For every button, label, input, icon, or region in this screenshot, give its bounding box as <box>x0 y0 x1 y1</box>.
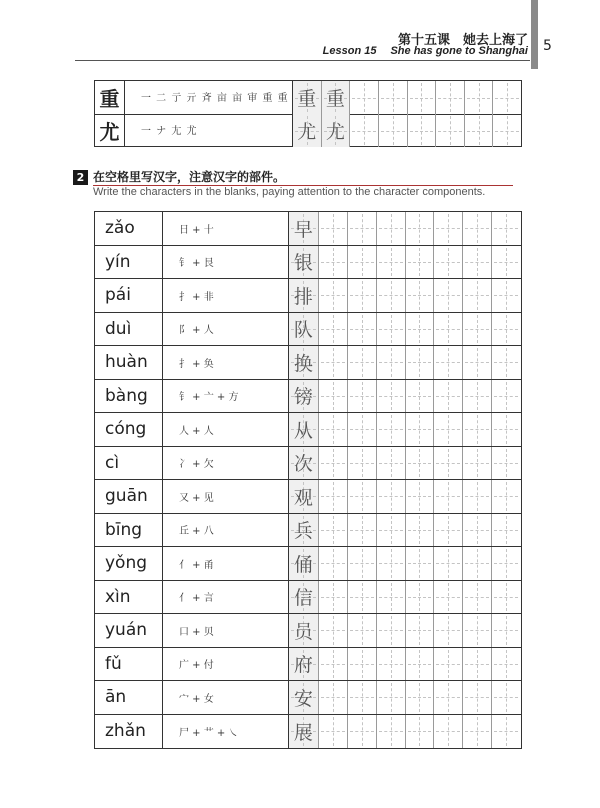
trace-character: 员 <box>293 620 313 643</box>
practice-grid <box>288 380 521 413</box>
writing-cell[interactable] <box>318 514 347 547</box>
trace-character: 镑 <box>293 386 313 409</box>
writing-cell[interactable] <box>462 681 491 714</box>
practice-grid <box>288 648 521 681</box>
exercise-row <box>95 681 521 715</box>
writing-cell[interactable] <box>378 114 407 147</box>
lesson-title-en <box>323 45 528 57</box>
writing-cell[interactable] <box>318 447 347 480</box>
writing-cell[interactable] <box>464 114 493 147</box>
writing-cell[interactable] <box>376 313 405 346</box>
trace-cell <box>292 114 321 147</box>
writing-cell[interactable] <box>405 346 434 379</box>
exercise-row <box>95 413 521 447</box>
writing-cell[interactable] <box>407 81 436 114</box>
writing-cell[interactable] <box>433 380 462 413</box>
practice-grid <box>288 447 521 480</box>
writing-cell[interactable] <box>347 246 376 279</box>
pinyin-label: yǒng <box>95 547 163 580</box>
writing-cell[interactable] <box>376 514 405 547</box>
writing-cell[interactable] <box>491 246 520 279</box>
component-formula: 人 + 人 <box>179 425 214 437</box>
writing-cell[interactable] <box>405 581 434 614</box>
writing-cell[interactable] <box>347 380 376 413</box>
exercise-row <box>95 514 521 548</box>
writing-cell[interactable] <box>405 246 434 279</box>
character-components-table <box>94 211 522 749</box>
practice-grid <box>288 547 521 580</box>
writing-cell[interactable] <box>376 480 405 513</box>
trace-character: 次 <box>293 453 313 476</box>
trace-cell <box>289 614 318 647</box>
writing-cell[interactable] <box>405 279 434 312</box>
practice-grid <box>288 413 521 446</box>
trace-cell <box>289 279 318 312</box>
writing-cell[interactable] <box>491 380 520 413</box>
writing-cell[interactable] <box>405 212 434 245</box>
writing-cell[interactable] <box>407 114 436 147</box>
writing-cell[interactable] <box>433 547 462 580</box>
trace-character: 观 <box>293 486 313 509</box>
writing-cell[interactable] <box>405 648 434 681</box>
writing-cell[interactable] <box>349 114 378 147</box>
practice-grid <box>288 212 521 245</box>
writing-cell[interactable] <box>491 681 520 714</box>
trace-cell <box>289 547 318 580</box>
writing-cell[interactable] <box>405 715 434 749</box>
lesson-title-cn: 第十五课 她去上海了 <box>397 33 528 48</box>
writing-cell[interactable] <box>491 581 520 614</box>
trace-cell <box>289 380 318 413</box>
pinyin-label: yuán <box>95 614 163 647</box>
writing-cell[interactable] <box>462 346 491 379</box>
trace-character: 兵 <box>293 520 313 543</box>
writing-cell[interactable] <box>376 246 405 279</box>
writing-cell[interactable] <box>491 715 520 749</box>
section-instruction-en: Write the characters in the blanks, paying attention to the character components. <box>93 186 486 198</box>
exercise-row <box>95 614 521 648</box>
practice-grid <box>288 313 521 346</box>
writing-cell[interactable] <box>462 514 491 547</box>
practice-grid <box>288 246 521 279</box>
stroke-sequence: 一 ナ 尢 尤 <box>141 126 198 137</box>
writing-cell[interactable] <box>347 581 376 614</box>
writing-cell[interactable] <box>492 114 521 147</box>
pinyin-label: fǔ <box>95 648 163 681</box>
writing-cell[interactable] <box>376 681 405 714</box>
pinyin-label: cóng <box>95 413 163 446</box>
component-formula: 日 + 十 <box>179 224 214 236</box>
exercise-row <box>95 380 521 414</box>
exercise-row <box>95 212 521 246</box>
trace-character: 银 <box>293 252 313 275</box>
writing-cell[interactable] <box>433 313 462 346</box>
writing-cell[interactable] <box>491 648 520 681</box>
writing-cell[interactable] <box>491 614 520 647</box>
writing-cell[interactable] <box>405 447 434 480</box>
trace-cell <box>289 313 318 346</box>
writing-cell[interactable] <box>376 346 405 379</box>
pinyin-label: duì <box>95 313 163 346</box>
writing-cell[interactable] <box>462 480 491 513</box>
writing-cell[interactable] <box>433 279 462 312</box>
writing-cell[interactable] <box>491 313 520 346</box>
practice-grid <box>288 614 521 647</box>
writing-cell[interactable] <box>318 715 347 749</box>
writing-cell[interactable] <box>405 614 434 647</box>
writing-cell[interactable] <box>435 114 464 147</box>
exercise-row <box>95 279 521 313</box>
practice-grid <box>288 581 521 614</box>
pinyin-label: huàn <box>95 346 163 379</box>
writing-cell[interactable] <box>462 614 491 647</box>
page-header <box>0 0 600 80</box>
component-formula: 钅 + 亠 + 方 <box>179 392 239 404</box>
writing-cell[interactable] <box>462 648 491 681</box>
pinyin-label: guān <box>95 480 163 513</box>
writing-cell[interactable] <box>347 614 376 647</box>
stroke-row <box>95 81 521 115</box>
writing-cell[interactable] <box>376 413 405 446</box>
writing-cell[interactable] <box>318 614 347 647</box>
writing-cell[interactable] <box>435 81 464 114</box>
header-rule <box>75 60 530 61</box>
trace-cell <box>289 648 318 681</box>
writing-cell[interactable] <box>347 447 376 480</box>
writing-cell[interactable] <box>376 547 405 580</box>
writing-cell[interactable] <box>491 279 520 312</box>
writing-cell[interactable] <box>378 81 407 114</box>
component-formula: 亻 + 甬 <box>179 559 214 571</box>
writing-cell[interactable] <box>347 648 376 681</box>
writing-cell[interactable] <box>318 413 347 446</box>
writing-cell[interactable] <box>318 246 347 279</box>
writing-cell[interactable] <box>462 413 491 446</box>
trace-cell <box>289 413 318 446</box>
trace-cell <box>289 480 318 513</box>
writing-cell[interactable] <box>376 715 405 749</box>
writing-cell[interactable] <box>491 547 520 580</box>
writing-cell[interactable] <box>405 681 434 714</box>
trace-character: 尤 <box>325 121 345 143</box>
writing-cell[interactable] <box>347 514 376 547</box>
writing-cell[interactable] <box>462 447 491 480</box>
stroke-row-character: 重 <box>95 81 125 114</box>
trace-cell <box>289 447 318 480</box>
stroke-sequence: 一 二 亍 亓 斉 亩 亩 审 重 重 <box>141 93 289 104</box>
writing-cell[interactable] <box>433 413 462 446</box>
writing-cell[interactable] <box>376 212 405 245</box>
trace-character: 府 <box>293 654 313 677</box>
trace-character: 俑 <box>293 553 313 576</box>
writing-cell[interactable] <box>462 279 491 312</box>
writing-cell[interactable] <box>318 313 347 346</box>
writing-cell[interactable] <box>462 313 491 346</box>
writing-cell[interactable] <box>491 514 520 547</box>
writing-cell[interactable] <box>347 212 376 245</box>
pinyin-label: ān <box>95 681 163 714</box>
writing-cell[interactable] <box>347 413 376 446</box>
component-formula: 阝 + 人 <box>179 325 214 337</box>
pinyin-label: bīng <box>95 514 163 547</box>
component-formula: 口 + 贝 <box>179 626 214 638</box>
writing-cell[interactable] <box>318 380 347 413</box>
writing-cell[interactable] <box>405 313 434 346</box>
writing-cell[interactable] <box>318 279 347 312</box>
writing-cell[interactable] <box>347 313 376 346</box>
exercise-row <box>95 480 521 514</box>
exercise-row <box>95 346 521 380</box>
writing-cell[interactable] <box>491 413 520 446</box>
component-formula: 扌 + 非 <box>179 291 214 303</box>
writing-cell[interactable] <box>464 81 493 114</box>
page-number: 5 <box>543 38 552 54</box>
exercise-row <box>95 581 521 615</box>
stroke-row-character: 尤 <box>95 114 125 147</box>
writing-cell[interactable] <box>318 547 347 580</box>
writing-cell[interactable] <box>347 480 376 513</box>
component-formula: 钅 + 艮 <box>179 258 214 270</box>
writing-cell[interactable] <box>405 413 434 446</box>
trace-character: 尤 <box>297 121 317 143</box>
writing-cell[interactable] <box>349 81 378 114</box>
writing-cell[interactable] <box>433 715 462 749</box>
trace-cell <box>292 81 321 114</box>
writing-cell[interactable] <box>318 212 347 245</box>
writing-cell[interactable] <box>433 581 462 614</box>
writing-cell[interactable] <box>433 648 462 681</box>
trace-cell <box>289 514 318 547</box>
page-edge-bar <box>531 0 538 69</box>
practice-grid <box>288 346 521 379</box>
trace-character: 重 <box>297 88 317 110</box>
writing-cell[interactable] <box>376 581 405 614</box>
stroke-order-table <box>94 80 522 147</box>
exercise-row <box>95 447 521 481</box>
trace-character: 展 <box>293 721 313 744</box>
lesson-number: Lesson 15 <box>322 45 377 57</box>
writing-cell[interactable] <box>347 715 376 749</box>
writing-cell[interactable] <box>433 514 462 547</box>
writing-cell[interactable] <box>491 447 520 480</box>
writing-cell[interactable] <box>318 648 347 681</box>
writing-cell[interactable] <box>405 514 434 547</box>
practice-grid <box>288 681 521 714</box>
writing-cell[interactable] <box>433 212 462 245</box>
writing-cell[interactable] <box>433 614 462 647</box>
pinyin-label: yín <box>95 246 163 279</box>
stroke-row <box>95 114 521 147</box>
writing-cell[interactable] <box>347 547 376 580</box>
writing-cell[interactable] <box>462 380 491 413</box>
exercise-row <box>95 547 521 581</box>
component-formula: 尸 + 艹 + ㇏ <box>179 727 239 739</box>
writing-cell[interactable] <box>433 346 462 379</box>
trace-character: 安 <box>293 687 313 710</box>
trace-character: 换 <box>293 352 313 375</box>
writing-cell[interactable] <box>347 279 376 312</box>
trace-cell <box>289 581 318 614</box>
writing-cell[interactable] <box>318 346 347 379</box>
writing-cell[interactable] <box>462 212 491 245</box>
writing-cell[interactable] <box>491 480 520 513</box>
exercise-row <box>95 313 521 347</box>
writing-cell[interactable] <box>462 246 491 279</box>
writing-cell[interactable] <box>433 246 462 279</box>
writing-cell[interactable] <box>433 681 462 714</box>
practice-grid <box>288 279 521 312</box>
writing-cell[interactable] <box>376 447 405 480</box>
writing-cell[interactable] <box>376 380 405 413</box>
writing-cell[interactable] <box>318 480 347 513</box>
pinyin-label: pái <box>95 279 163 312</box>
trace-character: 排 <box>293 285 313 308</box>
component-formula: 又 + 见 <box>179 492 214 504</box>
trace-cell <box>289 681 318 714</box>
trace-character: 从 <box>293 419 313 442</box>
component-formula: 冫 + 欠 <box>179 459 214 471</box>
practice-grid <box>288 514 521 547</box>
component-formula: 扌 + 奂 <box>179 358 214 370</box>
exercise-row <box>95 246 521 280</box>
section-instruction-cn: 在空格里写汉字，注意汉字的部件。 <box>93 170 286 184</box>
writing-cell[interactable] <box>462 715 491 749</box>
trace-cell <box>289 246 318 279</box>
writing-cell[interactable] <box>347 346 376 379</box>
exercise-row <box>95 715 521 749</box>
trace-cell <box>289 346 318 379</box>
writing-cell[interactable] <box>491 212 520 245</box>
writing-cell[interactable] <box>318 681 347 714</box>
writing-cell[interactable] <box>376 279 405 312</box>
trace-cell <box>289 715 318 749</box>
exercise-row <box>95 648 521 682</box>
component-formula: 广 + 付 <box>179 660 214 672</box>
practice-grid <box>288 480 521 513</box>
trace-character: 信 <box>293 587 313 610</box>
practice-grid <box>288 715 521 749</box>
writing-cell[interactable] <box>347 681 376 714</box>
pinyin-label: zǎo <box>95 212 163 245</box>
trace-character: 早 <box>293 218 313 241</box>
writing-cell[interactable] <box>318 581 347 614</box>
writing-cell[interactable] <box>433 447 462 480</box>
writing-cell[interactable] <box>405 547 434 580</box>
practice-grid <box>292 81 521 114</box>
component-formula: 丘 + 八 <box>179 526 214 538</box>
pinyin-label: cì <box>95 447 163 480</box>
writing-cell[interactable] <box>462 581 491 614</box>
writing-cell[interactable] <box>405 380 434 413</box>
writing-cell[interactable] <box>462 547 491 580</box>
component-formula: 宀 + 女 <box>179 693 214 705</box>
writing-cell[interactable] <box>492 81 521 114</box>
trace-character: 重 <box>325 88 345 110</box>
lesson-subtitle: She has gone to Shanghai <box>390 45 528 57</box>
writing-cell[interactable] <box>376 648 405 681</box>
trace-character: 队 <box>293 319 313 342</box>
trace-cell <box>321 81 350 114</box>
pinyin-label: bàng <box>95 380 163 413</box>
component-formula: 亻 + 言 <box>179 593 214 605</box>
practice-grid <box>292 114 521 147</box>
section-number-badge: 2 <box>73 170 88 185</box>
writing-cell[interactable] <box>491 346 520 379</box>
pinyin-label: zhǎn <box>95 715 163 749</box>
writing-cell[interactable] <box>376 614 405 647</box>
pinyin-label: xìn <box>95 581 163 614</box>
writing-cell[interactable] <box>405 480 434 513</box>
writing-cell[interactable] <box>433 480 462 513</box>
trace-cell <box>321 114 350 147</box>
trace-cell <box>289 212 318 245</box>
